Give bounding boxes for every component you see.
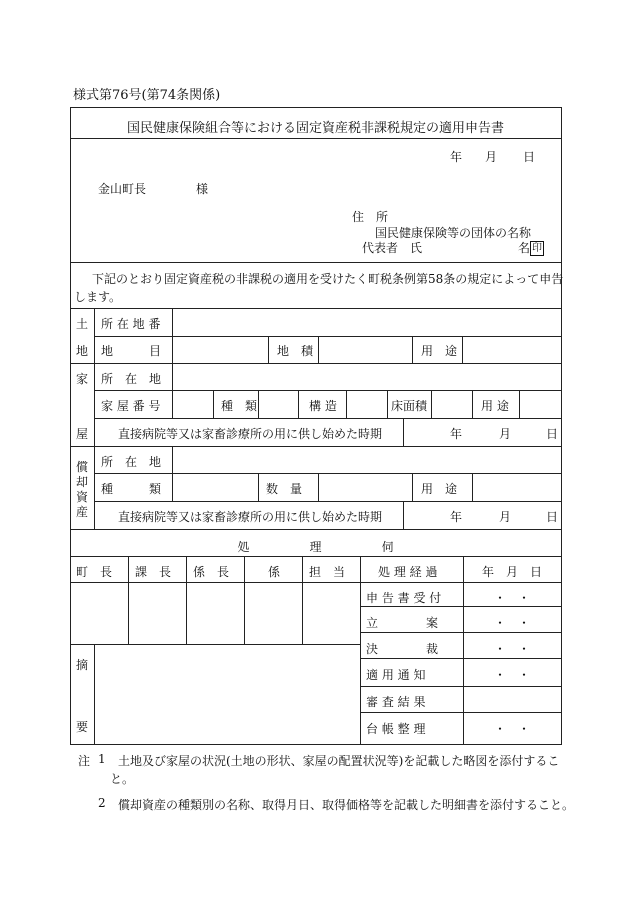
house-use-label: 用 途 xyxy=(481,399,509,413)
role-town-mayor: 町 長 xyxy=(76,565,113,579)
depreciable-label-char-2: 却 xyxy=(76,475,89,489)
land-area-label: 地 積 xyxy=(277,344,314,358)
note-1-number: 1 xyxy=(98,752,106,766)
land-group-label-2: 地 xyxy=(76,344,89,358)
house-number-label: 家 屋 番 号 xyxy=(101,399,161,413)
depreciable-start-month: 月 xyxy=(499,510,512,524)
date-day-label: 日 xyxy=(523,150,536,164)
seal-mark: 印 xyxy=(532,243,543,254)
depreciable-use-label: 用 途 xyxy=(421,482,458,496)
depreciable-group-label xyxy=(76,460,88,520)
applicant-rep-label: 代表者 氏 xyxy=(362,241,423,255)
steps-header: 処 理 経 過 xyxy=(378,565,438,579)
depreciable-label-char-1: 償 xyxy=(76,460,89,474)
processing-header: 処 理 伺 xyxy=(237,540,394,554)
house-start-year: 年 xyxy=(450,427,463,441)
depreciable-label-char-3: 資 xyxy=(76,490,89,504)
depreciable-start-year: 年 xyxy=(450,510,463,524)
statement-line-2: します。 xyxy=(74,290,122,304)
role-in-charge: 担 当 xyxy=(309,565,346,579)
house-location-label: 所 在 地 xyxy=(101,372,162,386)
depreciable-location-label: 所 在 地 xyxy=(101,455,162,469)
house-floor-area-label: 床面積 xyxy=(391,399,428,413)
role-section-chief: 課 長 xyxy=(135,565,172,579)
addressee-honorific: 様 xyxy=(196,182,209,196)
house-start-time-label: 直接病院等又は家畜診療所の用に供し始めた時期 xyxy=(118,427,383,441)
role-staff: 係 xyxy=(268,565,281,579)
step-notice-date: ・ ・ xyxy=(493,668,530,682)
steps-date-header: 年 月 日 xyxy=(482,565,543,579)
step-approval-date: ・ ・ xyxy=(493,642,530,656)
step-approval: 決 裁 xyxy=(366,642,439,656)
land-group-label-1: 土 xyxy=(76,317,89,331)
house-type-label: 種 類 xyxy=(221,399,258,413)
step-draft: 立 案 xyxy=(366,616,439,630)
note-1-line-1: 土地及び家屋の状況(土地の形状、家屋の配置状況等)を記載した略図を添付するこ xyxy=(118,754,560,768)
depreciable-label-char-4: 産 xyxy=(76,505,89,519)
name-suffix: 名 xyxy=(518,241,531,255)
house-structure-label: 構 造 xyxy=(309,399,337,413)
step-ledger-date: ・ ・ xyxy=(493,722,530,736)
depreciable-type-label: 種 類 xyxy=(101,482,162,496)
statement-line-1: 下記のとおり固定資産税の非課税の適用を受けたく町税条例第58条の規定によって申告 xyxy=(92,272,564,286)
house-group-label-2: 屋 xyxy=(76,427,89,441)
depreciable-start-day: 日 xyxy=(546,510,559,524)
note-2-number: 2 xyxy=(98,796,106,810)
role-subsection-chief: 係 長 xyxy=(193,565,230,579)
remarks-label-2: 要 xyxy=(76,720,89,734)
form-id: 様式第76号(第74条関係) xyxy=(73,88,221,103)
land-use-label: 用 途 xyxy=(421,344,458,358)
remarks-label-1: 摘 xyxy=(76,658,89,672)
addressee-name: 金山町長 xyxy=(98,182,147,196)
land-category-label: 地 目 xyxy=(101,344,162,358)
applicant-name-label xyxy=(518,239,544,256)
house-group-label-1: 家 xyxy=(76,372,89,386)
note-2-line-1: 償却資産の種類別の名称、取得月日、取得価格等を記載した明細書を添付すること。 xyxy=(118,798,575,812)
applicant-address-label: 住 所 xyxy=(352,210,389,224)
depreciable-quantity-label: 数 量 xyxy=(266,482,303,496)
house-start-month: 月 xyxy=(499,427,512,441)
step-receipt-date: ・ ・ xyxy=(493,591,530,605)
step-receipt: 申 告 書 受 付 xyxy=(366,591,442,605)
date-month-label: 月 xyxy=(485,150,498,164)
depreciable-start-time-label: 直接病院等又は家畜診療所の用に供し始めた時期 xyxy=(118,510,383,524)
step-ledger: 台 帳 整 理 xyxy=(366,722,426,736)
house-start-day: 日 xyxy=(546,427,559,441)
note-1-line-2: と。 xyxy=(110,772,135,786)
notes-label: 注 xyxy=(78,754,91,768)
form-title: 国民健康保険組合等における固定資産税非課税規定の適用申告書 xyxy=(126,121,504,136)
applicant-org-label: 国民健康保険等の団体の名称 xyxy=(375,226,532,240)
date-year-label: 年 xyxy=(450,150,463,164)
land-location-label: 所 在 地 番 xyxy=(101,317,161,331)
step-notice: 適 用 通 知 xyxy=(366,668,426,682)
step-draft-date: ・ ・ xyxy=(493,616,530,630)
step-review: 審 査 結 果 xyxy=(366,695,426,709)
